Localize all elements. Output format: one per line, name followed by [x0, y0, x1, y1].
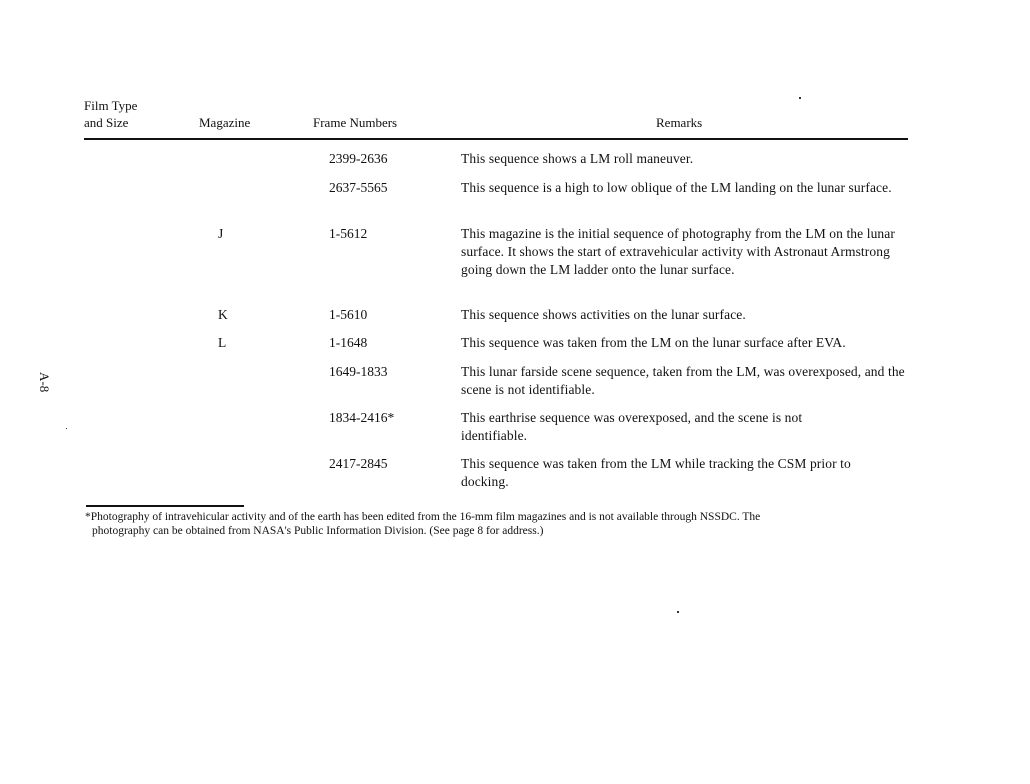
magazine: J: [218, 226, 224, 241]
remarks: This sequence was taken from the LM while tracking the CSM prior to docking.: [461, 456, 851, 489]
footnote-rule: [86, 505, 244, 507]
footnote: [85, 510, 915, 538]
page-number: A-8: [37, 372, 52, 393]
remarks: This sequence shows activities on the lunar surface.: [461, 307, 746, 322]
header-film-type-line1: Film Type: [84, 98, 138, 113]
frame-numbers: 2637-5565: [329, 180, 388, 195]
frame-numbers: 1-5612: [329, 226, 368, 241]
remarks: This sequence shows a LM roll maneuver.: [461, 151, 694, 166]
header-film-type-line2: and Size: [84, 115, 129, 130]
header-magazine: Magazine: [199, 115, 251, 130]
remarks: This sequence is a high to low oblique of the LM landing on the lunar surface.: [461, 180, 892, 195]
scan-speck: [66, 428, 67, 429]
frame-numbers: 1-5610: [329, 307, 368, 322]
footnote-line1: *Photography of intravehicular activity and of the earth has been edited from the 16-mm film magazines and is not available through NSSDC. The: [85, 511, 761, 523]
footnote-line2: photography can be obtained from NASA's Public Information Division. (See page 8 for address.): [92, 525, 544, 537]
remarks: This magazine is the initial sequence of photography from the LM on the lunar surface. It shows the start of extravehicular activity with Astronaut Armstrong going down the LM ladder onto the lunar surface.: [461, 226, 895, 277]
remarks: This lunar farside scene sequence, taken from the LM, was overexposed, and the scene is not identifiable.: [461, 364, 905, 397]
header-frame-numbers: Frame Numbers: [313, 115, 398, 130]
header-remarks: Remarks: [656, 115, 703, 130]
frame-numbers: 1834-2416*: [329, 410, 395, 425]
remarks: This sequence was taken from the LM on the lunar surface after EVA.: [461, 335, 846, 350]
frame-numbers: 2399-2636: [329, 151, 388, 166]
magazine: K: [218, 307, 228, 322]
frame-numbers: 1-1648: [329, 335, 368, 350]
header-rule: [84, 138, 908, 140]
frame-numbers: 1649-1833: [329, 364, 388, 379]
remarks: This earthrise sequence was overexposed, and the scene is not identifiable.: [461, 410, 803, 443]
header-film-type: [84, 97, 137, 131]
magazine: L: [218, 335, 227, 350]
scan-speck: [677, 611, 679, 613]
frame-numbers: 2417-2845: [329, 456, 388, 471]
scan-speck: [799, 97, 801, 99]
